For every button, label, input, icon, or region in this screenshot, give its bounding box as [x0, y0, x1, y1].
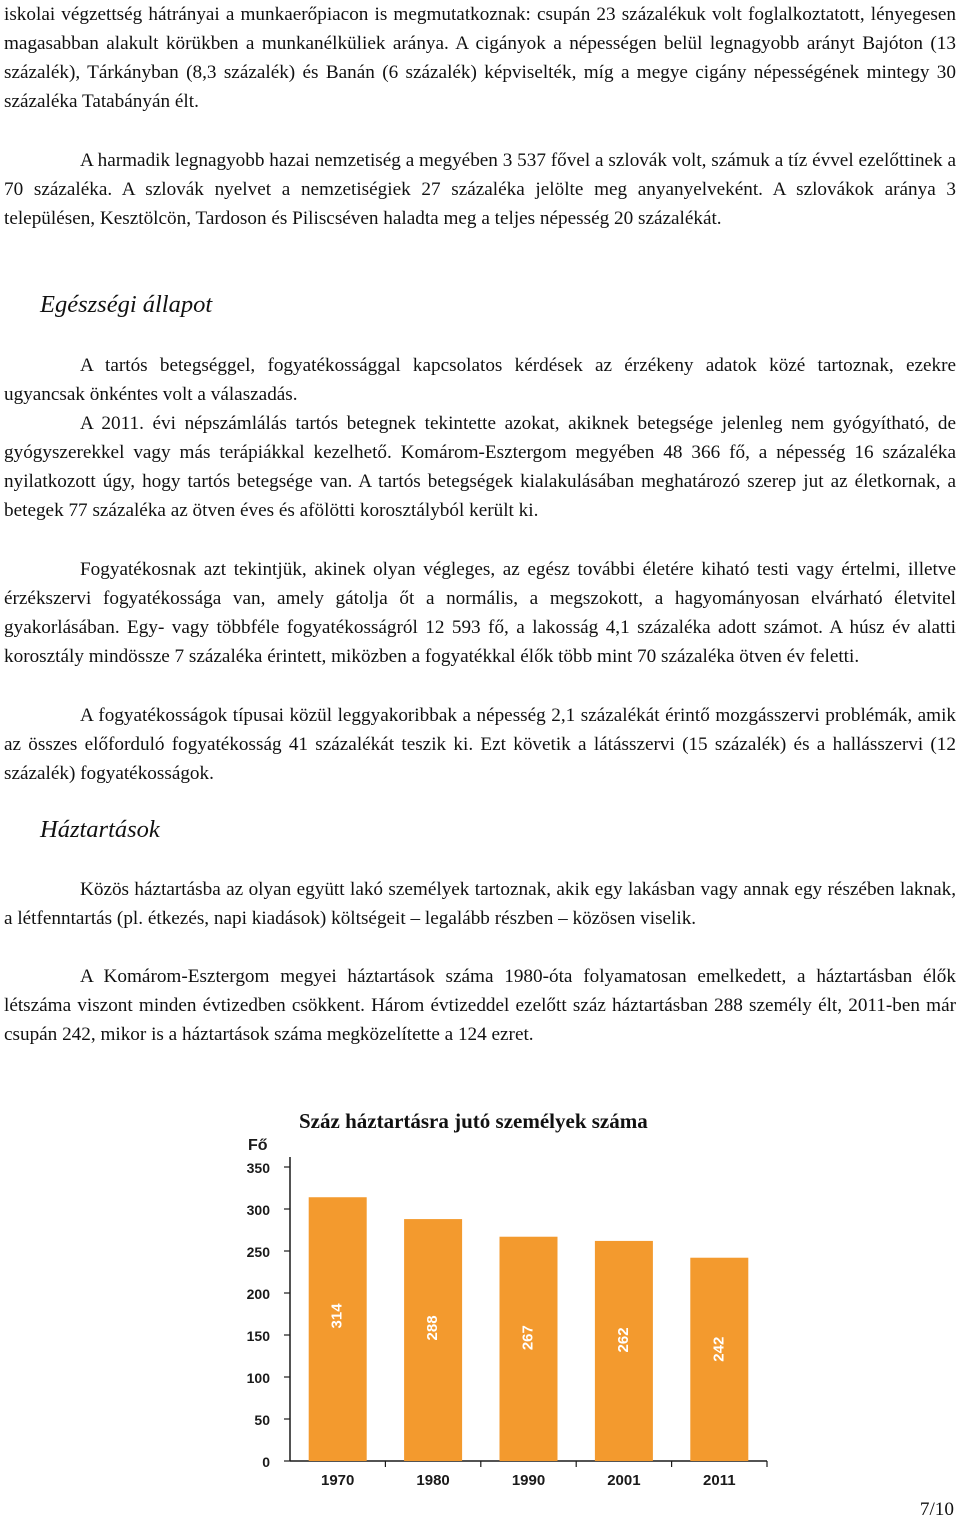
y-axis-label: Fő — [248, 1137, 268, 1154]
paragraph: Fogyatékosnak azt tekintjük, akinek olyan végleges, az egész további életére kiható testi vagy értelmi, illetve érzékszervi fogyatékossága van, amely gátolja őt a normális, a megszokott, a hagyományosan elvárható életvitel gyakorlásában. Egy- vagy többféle fogyatékosságról 12 593 fő, a lakosság 4,1 százaléka adott számot. A húsz év alatti korosztály mindössze 7 százaléka érintett, miközben a fogyatékkal élők több mint 70 százaléka ötven év feletti. — [4, 559, 956, 667]
paragraph: A harmadik legnagyobb hazai nemzetiség a megyében 3 537 fővel a szlovák volt, számuk a tíz évvel ezelőttinek a 70 százaléka. A szlovák nyelvet a nemzetiségiek 27 százaléka jelölte meg anyanyelveként. A szlovákok aránya 3 településen, Kesztölcön, Tardoson és Piliscséven haladta meg a teljes népesség 20 százalékát. — [4, 150, 956, 229]
paragraph: A 2011. évi népszámlálás tartós betegnek tekintette azokat, akiknek betegsége jelenleg nem gyógyítható, de gyógyszerekkel vagy más terápiákkal kezelhető. Komárom-Esztergom megyében 48 366 fő, a népesség 16 százaléka nyilatkozott úgy, hogy tartós betegsége van. A tartós betegségek kialakulásában meghatározó szerep jut az életkornak, a betegek 77 százaléka az ötven éves és afölötti korosztályból került ki. — [4, 413, 956, 521]
paragraph: A Komárom-Esztergom megyei háztartások száma 1980-óta folyamatosan emelkedett, a háztartásban élők létszáma viszont minden évtizedben csökkent. Három évtizeddel ezelőtt száz háztartásban 288 személy élt, 2011-ben már csupán 242, mikor is a háztartások száma megközelítette a 124 ezret. — [4, 966, 956, 1045]
page-number: 7/10 — [919, 1499, 954, 1520]
data-label: 242 — [710, 1336, 728, 1362]
y-tick-label: 50 — [254, 1412, 270, 1428]
data-label: 267 — [519, 1325, 537, 1351]
bar-chart — [230, 1130, 790, 1490]
paragraph: iskolai végzettség hátrányai a munkaerőpiacon is megmutatkoznak: csupán 23 százalékuk volt foglalkoztatott, lényegesen magasabban alakult körükben a munkanélküliek aránya. A cigányok a népességen belül legnagyobb arányt Bajóton (13 százalék), Tárkányban (8,3 százalék) és Banán (6 százalék) képviselték, míg a megye cigány népességének mintegy 30 százaléka Tatabányán élt. — [4, 4, 956, 112]
section-heading-households: Háztartások — [40, 816, 160, 843]
data-label: 314 — [328, 1303, 346, 1329]
paragraph: A fogyatékosságok típusai közül leggyakoribbak a népesség 2,1 százalékát érintő mozgásszervi problémák, amik az összes előforduló fogyatékosság 41 százalékát teszik ki. Ezt követik a látásszervi (15 százalék) és a hallásszervi (12 százalék) fogyatékosságok. — [4, 705, 956, 784]
paragraph: A tartós betegséggel, fogyatékossággal kapcsolatos kérdések az érzékeny adatok közé tartoznak, ezekre ugyancsak önkéntes volt a válaszadás. — [4, 355, 956, 405]
x-tick-label: 1980 — [416, 1472, 450, 1489]
paragraph: Közös háztartásba az olyan együtt lakó személyek tartoznak, akik egy lakásban vagy annak egy részében laknak, a létfenntartás (pl. étkezés, napi kiadások) költségeit – legalább részben – közösen viselik. — [4, 879, 956, 929]
y-tick-label: 200 — [246, 1286, 270, 1302]
y-tick-label: 100 — [246, 1370, 270, 1386]
y-tick-label: 300 — [246, 1202, 270, 1218]
y-tick-label: 150 — [246, 1328, 270, 1344]
data-label: 288 — [424, 1315, 442, 1341]
x-tick-label: 2011 — [703, 1472, 736, 1489]
x-tick-label: 1990 — [511, 1472, 546, 1489]
data-label: 262 — [614, 1327, 632, 1353]
x-tick-label: 1970 — [321, 1472, 355, 1489]
y-tick-label: 250 — [246, 1244, 270, 1260]
y-tick-label: 0 — [262, 1454, 270, 1470]
x-tick-label: 2001 — [607, 1472, 641, 1489]
chart-title: Száz háztartásra jutó személyek száma — [299, 1109, 648, 1133]
y-tick-label: 350 — [246, 1160, 270, 1176]
section-heading-health: Egészségi állapot — [40, 291, 213, 318]
